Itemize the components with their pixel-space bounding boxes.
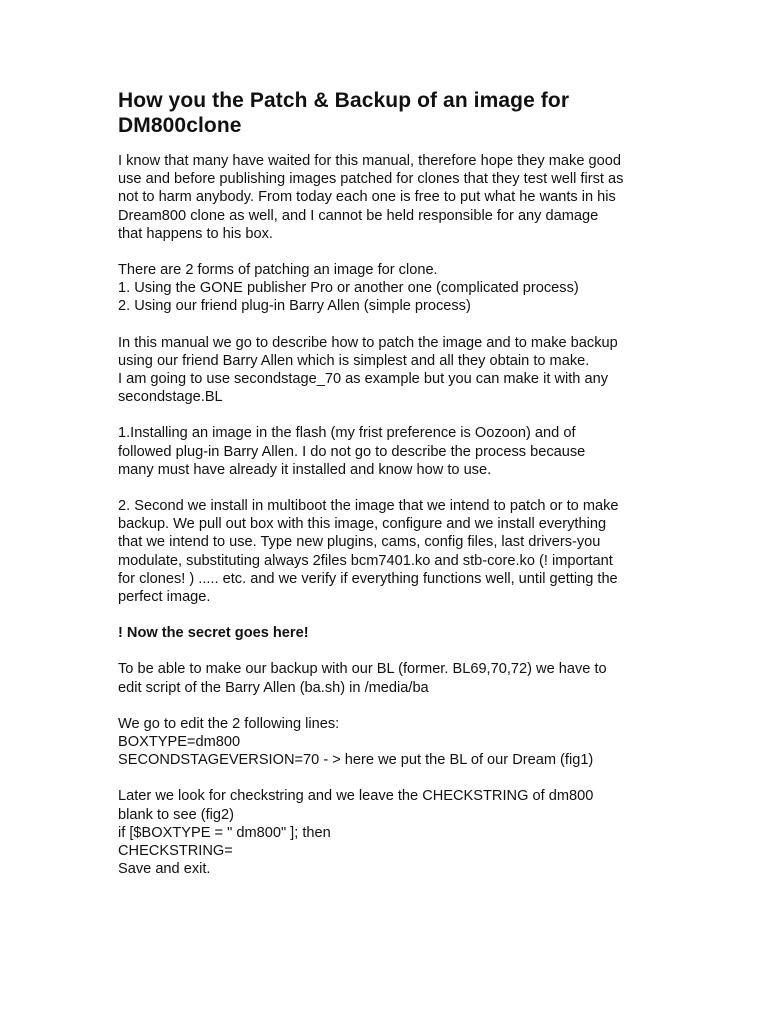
text-line: 2. Second we install in multiboot the image that we intend to patch or to make	[118, 498, 619, 515]
text-line: secondstage.BL	[118, 389, 223, 406]
text-line: Dream800 clone as well, and I cannot be held responsible for any damage	[118, 207, 599, 224]
text-line: perfect image.	[118, 589, 211, 606]
text-line: In this manual we go to describe how to patch the image and to make backup	[118, 334, 618, 351]
paragraph	[118, 787, 658, 878]
text-line: To be able to make our backup with our BL (former. BL69,70,72) we have to	[118, 661, 607, 678]
text-line: for clones! ) ..... etc. and we verify if everything functions well, until getting the	[118, 570, 618, 587]
text-line: using our friend Barry Allen which is simplest and all they obtain to make.	[118, 352, 590, 369]
text-line: backup. We pull out box with this image, configure and we install everything	[118, 516, 607, 533]
text-line: There are 2 forms of patching an image for clone.	[118, 262, 438, 279]
text-line: that happens to his box.	[118, 225, 273, 242]
paragraph	[118, 715, 658, 770]
text-line: 1. Using the GONE publisher Pro or another one (complicated process)	[118, 280, 579, 297]
document-body	[118, 152, 658, 879]
text-line: many must have already it installed and know how to use.	[118, 461, 492, 478]
text-line: I know that many have waited for this manual, therefore hope they make good	[118, 153, 621, 169]
text-line: modulate, substituting always 2files bcm7401.ko and stb-core.ko (! important	[118, 552, 613, 569]
text-line: Later we look for checkstring and we leave the CHECKSTRING of dm800	[118, 788, 594, 805]
text-line: that we intend to use. Type new plugins, cams, config files, last drivers-you	[118, 534, 601, 551]
title-line: DM800clone	[118, 114, 242, 137]
paragraph	[118, 152, 658, 243]
text-line: if [$BOXTYPE = " dm800" ]; then	[118, 824, 331, 841]
text-line: not to harm anybody. From today each one is free to put what he wants in his	[118, 189, 616, 206]
document-title	[118, 88, 658, 138]
paragraph	[118, 424, 658, 479]
text-line: use and before publishing images patched for clones that they test well first as	[118, 171, 624, 188]
title-line: How you the Patch & Backup of an image for	[118, 89, 570, 112]
document-page	[118, 88, 658, 897]
text-line: 1.Installing an image in the flash (my frist preference is Oozoon) and of	[118, 425, 576, 442]
section-heading	[118, 624, 658, 642]
text-line: blank to see (fig2)	[118, 806, 235, 823]
text-line: ! Now the secret goes here!	[118, 625, 309, 642]
paragraph	[118, 497, 658, 606]
text-line: followed plug-in Barry Allen. I do not go to describe the process because	[118, 443, 586, 460]
text-line: edit script of the Barry Allen (ba.sh) in /media/ba	[118, 679, 429, 696]
paragraph	[118, 334, 658, 407]
text-line: CHECKSTRING=	[118, 843, 233, 860]
text-line: We go to edit the 2 following lines:	[118, 715, 340, 732]
text-line: 2. Using our friend plug-in Barry Allen (simple process)	[118, 298, 471, 315]
text-line: Save and exit.	[118, 861, 211, 878]
text-line: I am going to use secondstage_70 as example but you can make it with any	[118, 371, 608, 388]
text-line: BOXTYPE=dm800	[118, 734, 241, 751]
text-line: SECONDSTAGEVERSION=70 - > here we put the BL of our Dream (fig1)	[118, 752, 594, 769]
paragraph	[118, 660, 658, 696]
paragraph	[118, 261, 658, 316]
